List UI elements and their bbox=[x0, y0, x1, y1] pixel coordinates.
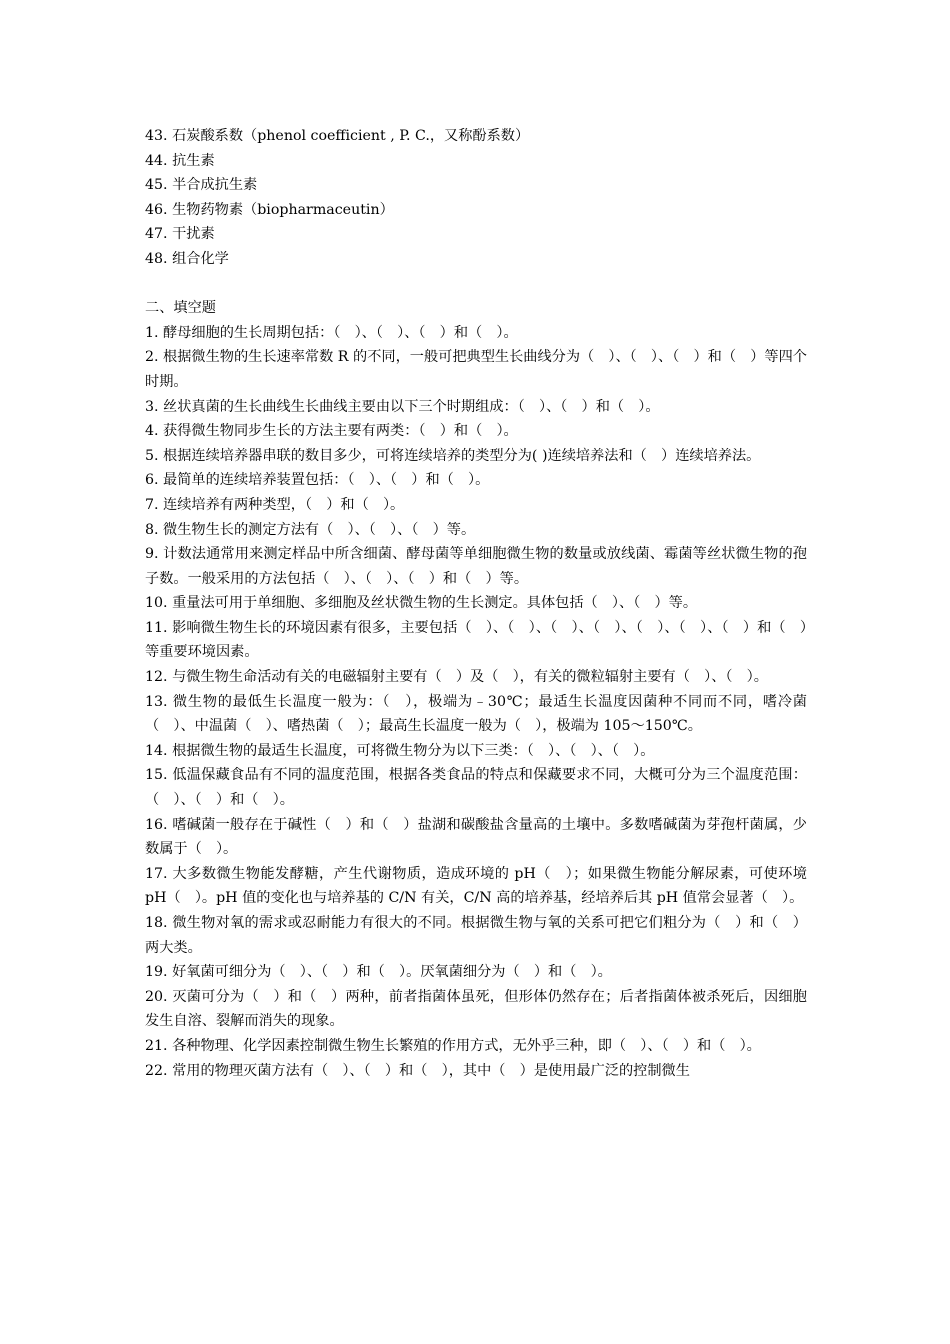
term-list bbox=[145, 124, 807, 272]
question-item: 21. 各种物理、化学因素控制微生物生长繁殖的作用方式，无外乎三种，即（ ）、（ ）和（ ）。 bbox=[145, 1037, 761, 1054]
question-item: 3. 丝状真菌的生长曲线生长曲线主要由以下三个时期组成：（ ）、（ ）和（ ）。 bbox=[145, 398, 660, 415]
term-item: 48. 组合化学 bbox=[145, 250, 229, 267]
question-list bbox=[145, 321, 807, 1083]
term-item: 44. 抗生素 bbox=[145, 152, 215, 169]
question-item: 16. 嗜碱菌一般存在于碱性（ ）和（ ）盐湖和碳酸盐含量高的土壤中。多数嗜碱菌为芽孢杆菌属，少数属于（ ）。 bbox=[145, 816, 807, 858]
question-item: 14. 根据微生物的最适生长温度，可将微生物分为以下三类：（ ）、（ ）、（ ）。 bbox=[145, 742, 655, 759]
question-item: 17. 大多数微生物能发酵糖，产生代谢物质，造成环境的 pH（ ）；如果微生物能分解尿素，可使环境 pH（ ）。pH 值的变化也与培养基的 C/N 有关，C/N 高的培养基，经培养后其 pH 值常会显著（ ）。 bbox=[145, 865, 807, 907]
question-item: 22. 常用的物理灭菌方法有（ ）、（ ）和（ ），其中（ ）是使用最广泛的控制微生 bbox=[145, 1062, 690, 1079]
question-item: 12. 与微生物生命活动有关的电磁辐射主要有（ ）及（ ），有关的微粒辐射主要有（ ）、（ ）。 bbox=[145, 669, 768, 686]
term-item: 43. 石炭酸系数（phenol coefficient , P. C.，又称酚系数） bbox=[145, 128, 530, 144]
section-title: 二、填空题 bbox=[145, 300, 216, 317]
term-item: 46. 生物药物素（biopharmaceutin） bbox=[145, 201, 394, 218]
question-item: 7. 连续培养有两种类型，（ ）和（ ）。 bbox=[145, 496, 405, 513]
question-item: 13. 微生物的最低生长温度一般为：（ ），极端为﹣30℃；最适生长温度因菌种不同而不同，嗜冷菌（ ）、中温菌（ ）、嗜热菌（ ）；最高生长温度一般为（ ），极端为 105～150℃。 bbox=[145, 693, 807, 735]
question-item: 10. 重量法可用于单细胞、多细胞及丝状微生物的生长测定。具体包括（ ）、（ ）等。 bbox=[145, 595, 698, 612]
question-item: 5. 根据连续培养器串联的数目多少，可将连续培养的类型分为( )连续培养法和（ ）连续培养法。 bbox=[145, 447, 761, 464]
question-item: 15. 低温保藏食品有不同的温度范围，根据各类食品的特点和保藏要求不同，大概可分为三个温度范围：（ ）、（ ）和（ ）。 bbox=[145, 767, 807, 809]
term-item: 45. 半合成抗生素 bbox=[145, 177, 258, 194]
question-item: 19. 好氧菌可细分为（ ）、（ ）和（ ）。厌氧菌细分为（ ）和（ ）。 bbox=[145, 964, 612, 981]
question-item: 9. 计数法通常用来测定样品中所含细菌、酵母菌等单细胞微生物的数量或放线菌、霉菌等丝状微生物的孢子数。一般采用的方法包括（ ）、（ ）、（ ）和（ ）等。 bbox=[145, 546, 807, 587]
document-page bbox=[145, 124, 807, 1083]
term-item: 47. 干扰素 bbox=[145, 226, 215, 243]
question-item: 20. 灭菌可分为（ ）和（ ）两种，前者指菌体虽死，但形体仍然存在；后者指菌体被杀死后，因细胞发生自溶、裂解而消失的现象。 bbox=[145, 988, 807, 1030]
question-item: 8. 微生物生长的测定方法有（ ）、（ ）、（ ）等。 bbox=[145, 521, 476, 538]
question-item: 4. 获得微生物同步生长的方法主要有两类：（ ）和（ ）。 bbox=[145, 423, 518, 440]
question-item: 1. 酵母细胞的生长周期包括：（ ）、（ ）、（ ）和（ ）。 bbox=[145, 324, 518, 341]
question-item: 11. 影响微生物生长的环境因素有很多，主要包括（ ）、（ ）、（ ）、（ ）、（ ）、（ ）、（ ）和（ ）等重要环境因素。 bbox=[145, 619, 807, 661]
question-item: 6. 最简单的连续培养装置包括：（ ）、（ ）和（ ）。 bbox=[145, 472, 490, 489]
question-item: 2. 根据微生物的生长速率常数 R 的不同，一般可把典型生长曲线分为（ ）、（ ）、（ ）和（ ）等四个时期。 bbox=[145, 349, 807, 390]
question-item: 18. 微生物对氧的需求或忍耐能力有很大的不同。根据微生物与氧的关系可把它们粗分为（ ）和（ ）两大类。 bbox=[145, 915, 807, 956]
